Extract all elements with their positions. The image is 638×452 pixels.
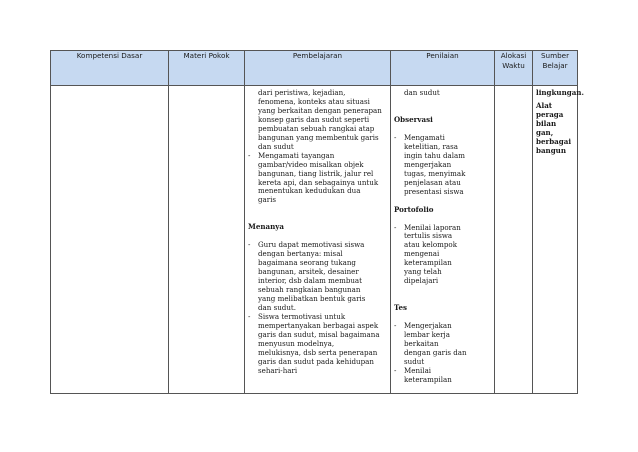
section-heading-observasi: Observasi — [394, 114, 433, 124]
bullet-dash: - — [248, 150, 251, 160]
text-line: menentukan kedudukan dua — [258, 186, 361, 196]
text-line: bagaimana seorang tukang — [258, 258, 356, 268]
header-materi-pokok: Materi Pokok — [169, 51, 245, 86]
bullet-dash: - — [394, 365, 397, 375]
text-line: mempertanyakan berbagai aspek — [258, 320, 379, 330]
spacer — [394, 295, 491, 304]
cell-kompetensi-dasar — [51, 86, 169, 394]
text-line: ingin tahu dalam — [404, 150, 465, 160]
text-line: bangunan yang membentuk garis — [258, 132, 379, 142]
text-line: keterampilan — [404, 374, 452, 384]
text-line: yang berkaitan dengan penerapan — [258, 105, 382, 115]
text-line: dan sudut — [258, 141, 294, 151]
header-penilaian: Penilaian — [391, 51, 495, 86]
text-line: interior, dsb dalam membuat — [258, 276, 363, 286]
text-line: lembar kerja — [404, 330, 450, 340]
text-line: gambar/video misalkan objek — [258, 159, 364, 169]
bullet-dash: - — [248, 240, 251, 250]
bullet-dash: - — [394, 321, 397, 331]
spacer — [394, 286, 491, 295]
text-line: sebuah rangkaian bangunan — [258, 285, 361, 295]
bullet-dash: - — [248, 311, 251, 321]
text-line: dengan bertanya: misal — [258, 249, 343, 259]
list-item — [394, 134, 491, 197]
text-line: Guru dapat memotivasi siswa — [258, 240, 365, 250]
list-item — [394, 224, 491, 287]
text-line: Siswa termotivasi untuk — [258, 311, 346, 321]
text-line: kereta api, dan sebagainya untuk — [258, 177, 379, 187]
text-line: ketelitian, rasa — [404, 141, 458, 151]
text-line: yang melibatkan bentuk garis — [258, 294, 366, 304]
list-item — [394, 367, 491, 385]
text-line: dan sudut — [404, 88, 440, 97]
text-line: penjelasan atau — [404, 177, 461, 187]
text-line: menyusun modelnya, — [258, 338, 335, 348]
penilaian-content — [391, 86, 494, 385]
text-line: Mengamati — [404, 132, 445, 142]
text-line: dengan garis dan — [404, 348, 467, 358]
spacer — [248, 205, 387, 214]
sumber-content — [533, 86, 584, 156]
text-line: berkaitan — [404, 339, 439, 349]
header-alokasi-line-2: Waktu — [502, 60, 525, 70]
text-line: presentasi siswa — [404, 186, 464, 196]
list-item — [394, 322, 491, 367]
text-line: berbagai — [536, 136, 572, 146]
text-line: bangunan, arsitek, desainer — [258, 267, 359, 277]
text-line: bangun — [536, 145, 566, 155]
pembelajaran-content — [245, 86, 390, 376]
table-header-row — [51, 51, 578, 86]
header-pembelajaran: Pembelajaran — [245, 51, 391, 86]
cell-alokasi-waktu — [495, 86, 533, 394]
text-line: Mengerjakan — [404, 321, 452, 331]
text-line: lingkungan. — [536, 88, 584, 97]
text-line: garis dan sudut, misal bagaimana — [258, 329, 380, 339]
text-line: Alat peraga — [536, 100, 564, 119]
text-line: Mengamati tayangan — [258, 150, 335, 160]
lesson-plan-table — [50, 50, 584, 394]
text-line: yang telah — [404, 267, 442, 277]
text-line: garis — [258, 195, 277, 205]
list-item — [248, 241, 387, 313]
text-line: garis dan sudut pada kehidupan — [258, 356, 374, 366]
list-item — [248, 313, 387, 376]
text-line: bangunan, tiang listrik, jalur rel — [258, 168, 374, 178]
spacer — [394, 98, 491, 107]
section-heading-tes: Tes — [394, 303, 407, 313]
cell-materi-pokok — [169, 86, 245, 394]
text-line: dari peristiwa, kejadian, — [258, 88, 346, 97]
bullet-dash: - — [394, 222, 397, 232]
cell-sumber-belajar — [533, 86, 584, 394]
table-row — [51, 86, 578, 394]
text-line: dipelajari — [404, 276, 439, 286]
section-heading-menanya: Menanya — [248, 222, 284, 232]
text-line: dan sudut. — [258, 303, 297, 313]
text-line: Menilai laporan — [404, 222, 461, 232]
text-line: bilan gan, — [536, 118, 557, 137]
text-line: Menilai — [404, 365, 432, 375]
text-line: melukisnya, dsb serta penerapan — [258, 347, 378, 357]
text-line: sehari-hari — [258, 365, 298, 375]
text-line: fenomena, konteks atau situasi — [258, 96, 370, 106]
header-alokasi-waktu — [495, 51, 533, 86]
text-line: mengerjakan — [404, 159, 452, 169]
text-line: konsep garis dan sudut seperti — [258, 114, 370, 124]
list-item — [248, 152, 387, 206]
bullet-dash: - — [394, 132, 397, 142]
text-line: tertulis siswa — [404, 231, 453, 241]
header-alokasi-line-1: Alokasi — [500, 51, 527, 60]
cell-penilaian — [391, 86, 495, 394]
text-line: tugas, menyimak — [404, 168, 466, 178]
text-line: pembuatan sebuah rangkai atap — [258, 123, 375, 133]
text-line: atau kelompok — [404, 240, 458, 250]
cell-pembelajaran — [245, 86, 391, 394]
text-line: keterampilan — [404, 258, 452, 268]
text-line: sudut — [404, 356, 425, 366]
header-sumber-line-1: Sumber — [540, 51, 570, 60]
section-heading-portofolio: Portofolio — [394, 204, 434, 214]
text-line: mengenai — [404, 249, 440, 259]
header-sumber-line-2: Belajar — [542, 60, 568, 70]
header-sumber-belajar — [533, 51, 578, 86]
header-kompetensi-dasar: Kompetensi Dasar — [51, 51, 169, 86]
